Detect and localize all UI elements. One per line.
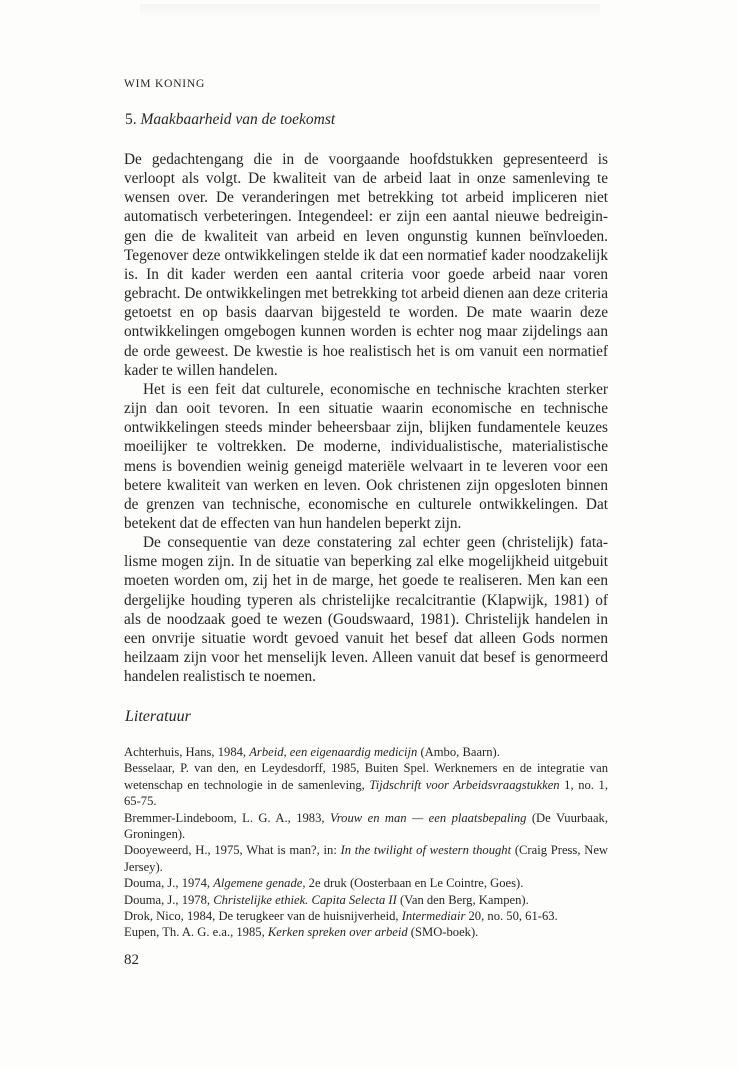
reference-title: Algemene genade: [213, 876, 303, 891]
running-head: WIM KONING: [124, 78, 206, 90]
paragraph: De consequentie van deze constatering zal echter geen (christelijk) fatalisme mogen zijn. In de situatie van beperking zal elke mogelijkheid uitgebuit moeten worden om, zij het in de marge, het goede te realiseren. Men kan een dergelijke houding typeren als christelijke recalcitrantie (Klapwijk, 1981) of als de noodzaak goed te wezen (Goudswaard, 1981). Christelijk handelen in een onvrije situatie wordt gevoed vanuit het besef dat alleen Gods normen heilzaam zijn voor het menselijk leven. Alleen vanuit dat besef is genormeerd handelen realistisch te noemen.: [124, 534, 608, 686]
reference-item: [124, 760, 608, 809]
reference-text: (Craig Press, New Jersey).: [124, 843, 609, 874]
reference-text: Besselaar, P. van den, en Leydesdorff, 1985, Buiten Spel. Werknemers en de integratie van wetenschap en technologie in de samenleving,: [124, 761, 608, 792]
reference-item: [124, 908, 608, 924]
reference-text: 1, no. 1, 65-75.: [124, 777, 608, 809]
reference-text: (SMO-boek).: [407, 925, 479, 940]
reference-text: (De Vuurbaak, Groningen).: [124, 810, 608, 842]
reference-text: , 2e druk (Oosterbaan en Le Cointre, Goes).: [302, 876, 524, 891]
reference-title: Intermediair: [401, 909, 466, 924]
reference-list: [124, 744, 608, 941]
reference-title: Tijdschrift voor Arbeidsvraagstukken: [369, 777, 560, 792]
reference-text: (Ambo, Baarn).: [417, 745, 500, 759]
reference-item: [124, 842, 608, 875]
reference-title: Christelijke ethiek. Capita Selecta II: [213, 892, 397, 907]
reference-item: [124, 744, 608, 760]
show-through-top: [140, 4, 600, 18]
reference-text: Eupen, Th. A. G. e.a., 1985,: [124, 925, 268, 940]
reference-title: In the twilight of western thought: [340, 843, 512, 858]
body-text: [124, 150, 608, 686]
reference-item: [124, 892, 608, 908]
reference-item: [124, 875, 608, 891]
reference-text: 20, no. 50, 61-63.: [465, 909, 558, 924]
reference-item: [124, 810, 608, 843]
reference-title: Arbeid, een eigenaardig medicijn: [249, 745, 418, 759]
reference-text: Douma, J., 1978,: [124, 892, 214, 907]
section-title-text: Maakbaarheid van de toekomst: [140, 111, 336, 128]
section-number: 5.: [125, 111, 137, 128]
reference-text: Achterhuis, Hans, 1984,: [124, 745, 250, 759]
reference-text: Drok, Nico, 1984, De terugkeer van de huisnijverheid,: [124, 909, 402, 924]
reference-item: [124, 924, 608, 940]
page-number: 82: [124, 952, 139, 968]
reference-title: Kerken spreken over arbeid: [267, 925, 408, 940]
paragraph: De gedachtengang die in de voorgaande hoofdstukken gepresenteerd is verloopt als volgt. De kwaliteit van de arbeid laat in onze samenleving te wensen over. De veranderingen met betrekking tot arbeid impliceren niet automatisch verbeteringen. Integendeel: er zijn een aantal nieuwe bedreigingen die de kwaliteit van arbeid en leven ongunstig kunnen beïnvloeden. Tegenover deze ontwikkelingen stelde ik dat een normatief kader noodzakelijk is. In dit kader werden een aantal criteria voor goede arbeid naar voren gebracht. De ontwikkelingen met betrekking tot arbeid dienen aan deze criteria getoetst en op basis daarvan bijgesteld te worden. De mate waarin deze ontwikkelingen omgebogen kunnen worden is echter nog maar zijdelings aan de orde geweest. De kwestie is hoe realistisch het is om vanuit een normatief kader te willen handelen.: [124, 151, 608, 379]
reference-title: Vrouw en man — een plaatsbepaling: [329, 810, 527, 825]
literature-heading: Literatuur: [125, 708, 191, 725]
reference-text: Dooyeweerd, H., 1975, What is man?, in:: [124, 843, 341, 858]
reference-text: Douma, J., 1974,: [124, 876, 214, 891]
paragraph: Het is een feit dat culturele, economische en technische krachten sterker zijn dan ooit tevoren. In een situatie waarin economische en technische ontwikkelingen steeds minder beheersbaar zijn, blijken fundamentele keuzes moeilijker te voltrekken. De moderne, individualistische, materialistische mens is bovendien weinig geneigd materiële welvaart in te leveren voor een betere kwaliteit van werken en leven. Ook christenen zijn opgesloten binnen de grenzen van technische, economische en culturele ontwikkelingen. Dat betekent dat de effecten van hun handelen beperkt zijn.: [124, 380, 608, 532]
section-title: [125, 111, 335, 129]
reference-text: Bremmer-Lindeboom, L. G. A., 1983,: [124, 810, 330, 825]
reference-text: (Van den Berg, Kampen).: [396, 892, 529, 907]
